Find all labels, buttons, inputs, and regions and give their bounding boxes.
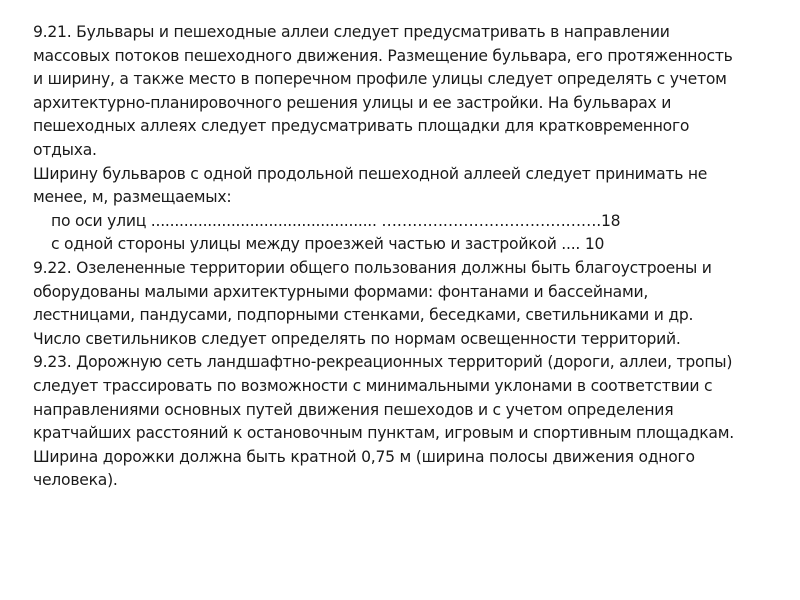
text-line: 9.21. Бульвары и пешеходные аллеи следует предусматривать в направлении bbox=[33, 23, 670, 41]
text-line: лестницами, пандусами, подпорными стенками, беседками, светильниками и др. bbox=[33, 306, 694, 325]
text-line: менее, м, размещаемых: bbox=[33, 188, 232, 207]
text-line: пешеходных аллеях следует предусматривать площадки для кратковременного bbox=[33, 117, 690, 136]
text-line: Ширину бульваров с одной продольной пешеходной аллеей следует принимать не bbox=[33, 164, 708, 183]
text-line: направлениями основных путей движения пешеходов и с учетом определения bbox=[33, 400, 674, 419]
text-line: массовых потоков пешеходного движения. Размещение бульвара, его протяженность bbox=[33, 46, 733, 65]
text-line: кратчайших расстояний к остановочным пунктам, игровым и спортивным площадкам. bbox=[33, 424, 734, 443]
text-line: 9.23. Дорожную сеть ландшафтно-рекреационных территорий (дороги, аллеи, тропы) bbox=[33, 353, 733, 372]
text-line: Ширина дорожки должна быть кратной 0,75 м (ширина полосы движения одного bbox=[33, 447, 695, 466]
body-text bbox=[33, 21, 793, 493]
text-line: следует трассировать по возможности с минимальными уклонами в соответствии с bbox=[33, 376, 713, 395]
text-line: 9.22. Озелененные территории общего пользования должны быть благоустроены и bbox=[33, 258, 712, 277]
text-line: оборудованы малыми архитектурными формами: фонтанами и бассейнами, bbox=[33, 282, 649, 301]
text-line-indented: по оси улиц ................................................ …………………………………….18 bbox=[51, 211, 621, 230]
text-line-indented: с одной стороны улицы между проезжей частью и застройкой .... 10 bbox=[51, 235, 605, 254]
text-line: и ширину, а также место в поперечном профиле улицы следует определять с учетом bbox=[33, 70, 727, 89]
text-line: отдыха. bbox=[33, 140, 97, 159]
text-line: Число светильников следует определять по нормам освещенности территорий. bbox=[33, 329, 681, 348]
text-line: архитектурно-планировочного решения улицы и ее застройки. На бульварах и bbox=[33, 93, 672, 112]
text-line: человека). bbox=[33, 471, 118, 490]
